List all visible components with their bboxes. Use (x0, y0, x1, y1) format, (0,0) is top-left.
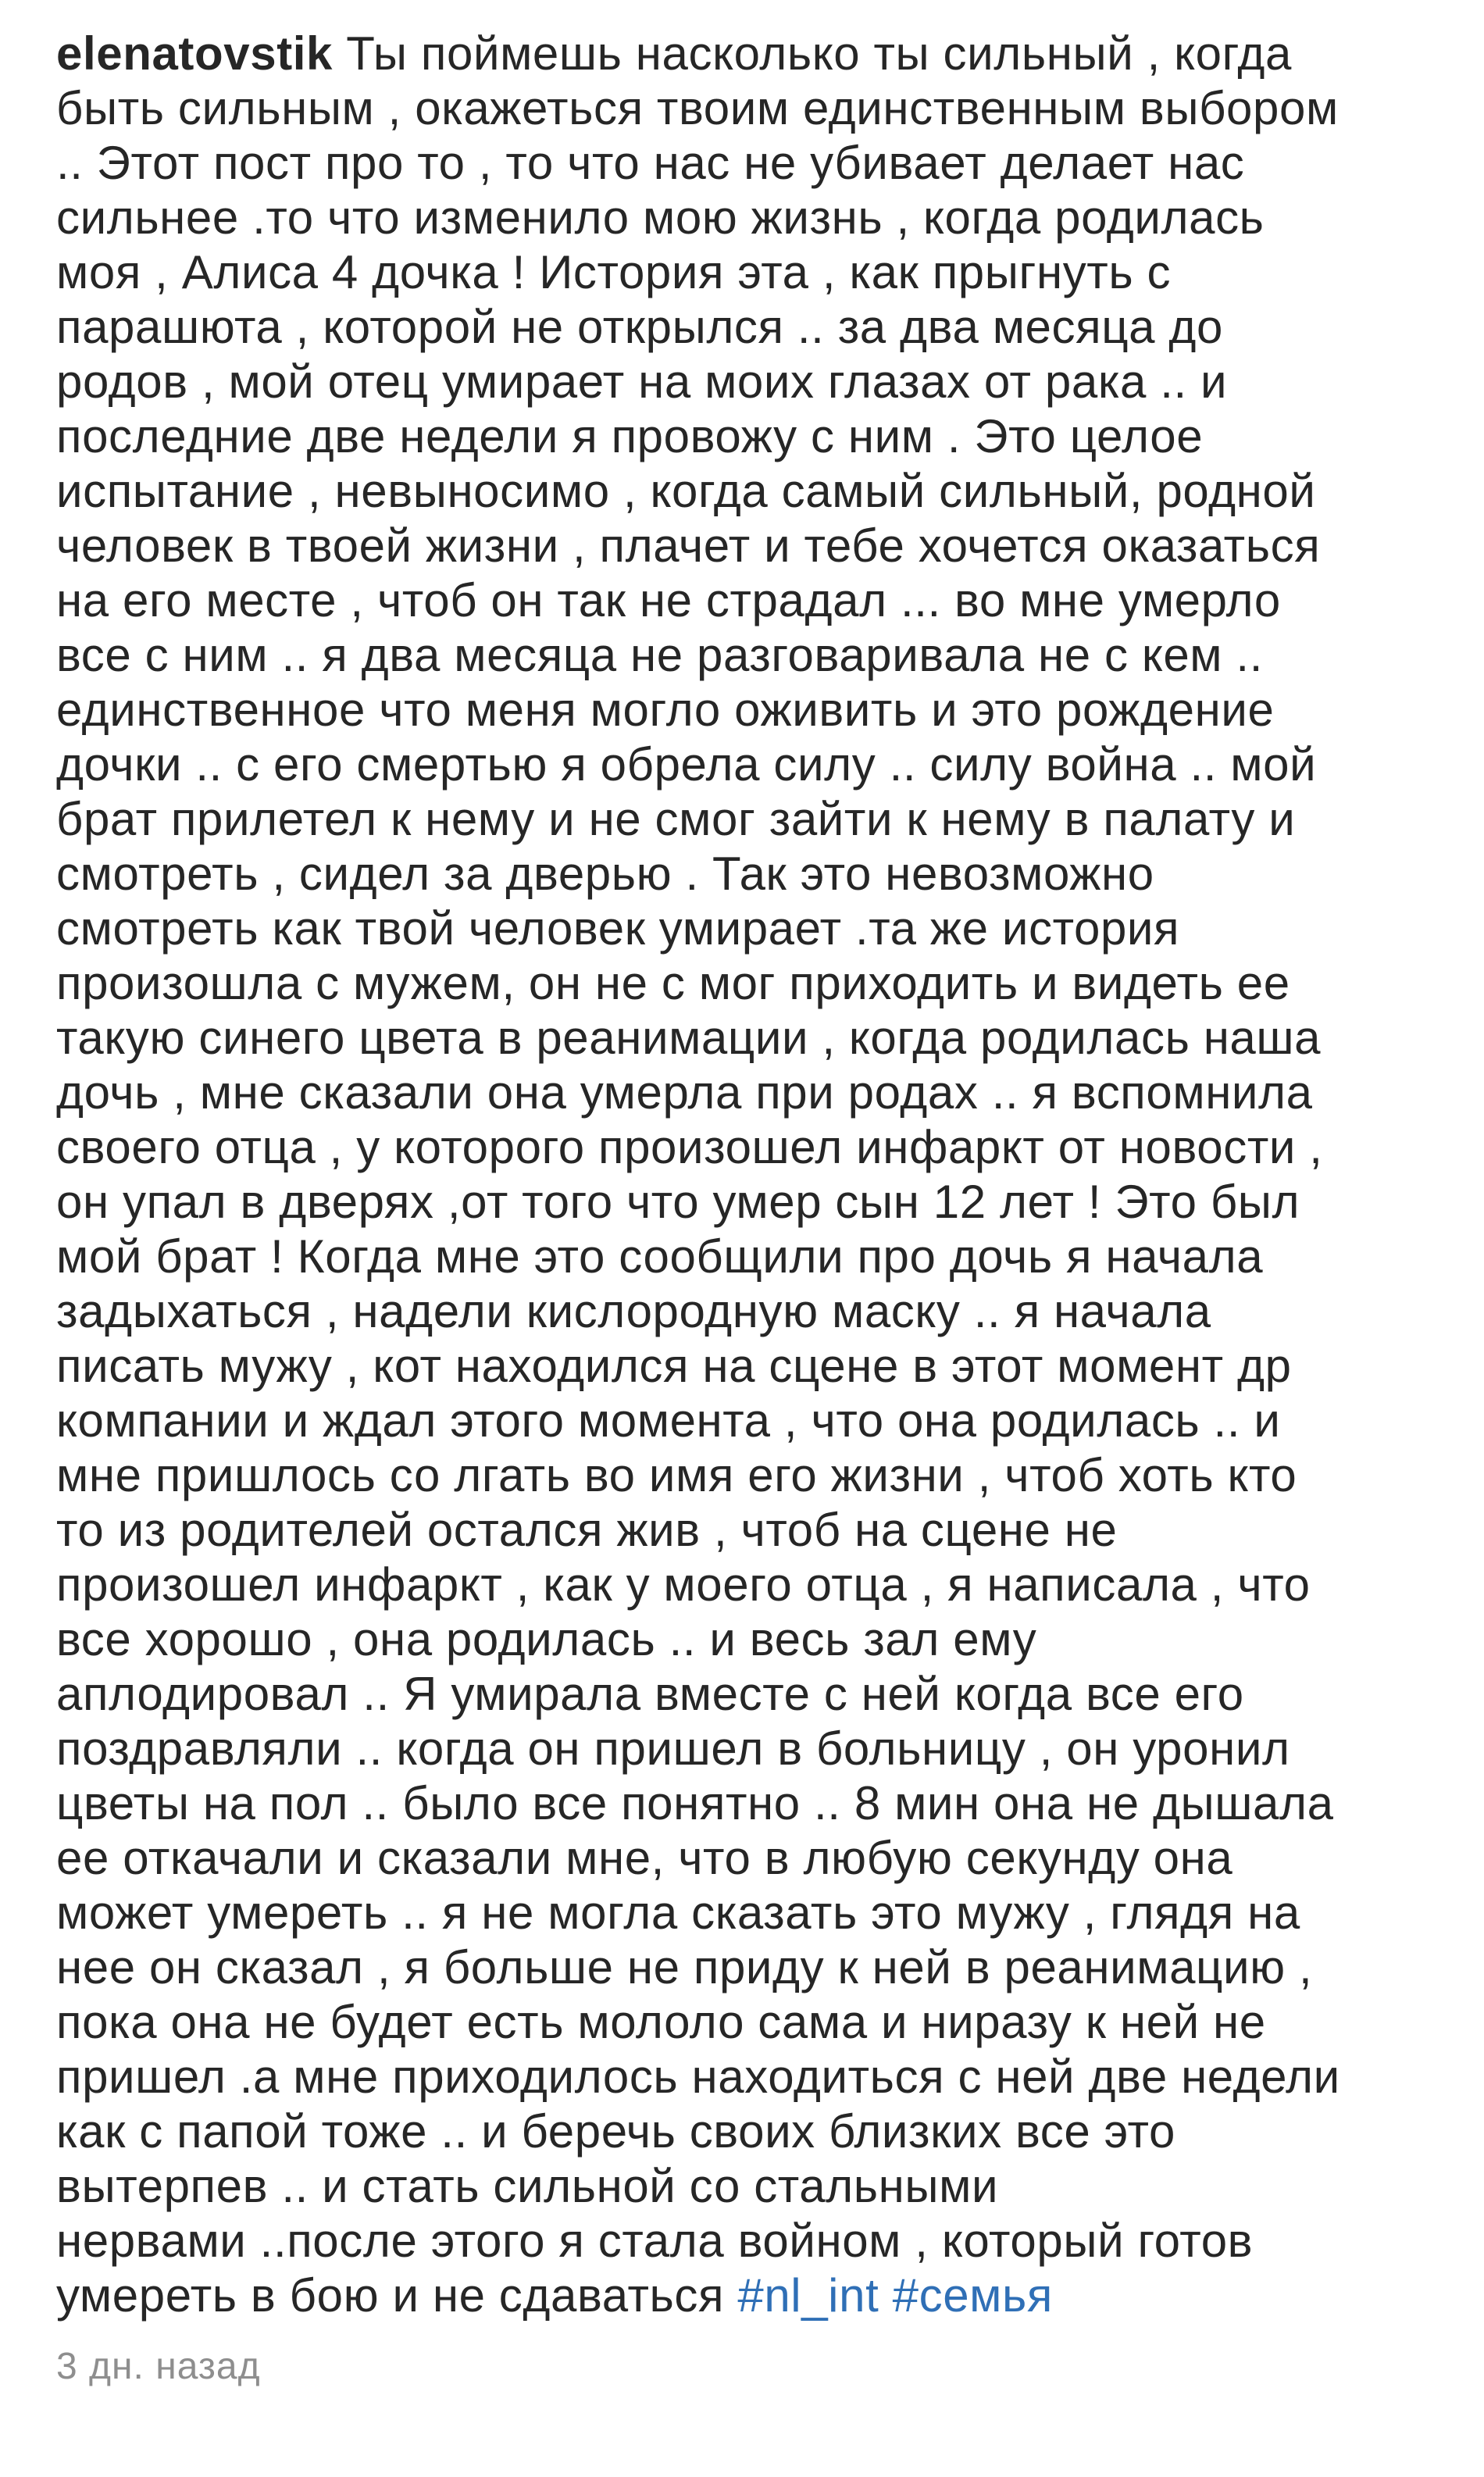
caption-line: парашюта , которой не открылся .. за два месяца до (56, 301, 1223, 353)
caption-line: быть сильным , окажеться твоим единственным выбором (56, 82, 1339, 134)
post-caption (56, 27, 1423, 2323)
hashtag-link-nl-int[interactable]: #nl_int (737, 2269, 879, 2322)
caption-line: то из родителей остался жив , чтоб на сцене не (56, 1504, 1118, 1556)
caption-line-last (56, 2268, 1423, 2323)
caption-line: родов , мой отец умирает на моих глазах от рака .. и (56, 355, 1228, 408)
caption-line: ее откачали и сказали мне, что в любую секунду она (56, 1832, 1233, 1884)
caption-line: все хорошо , она родилась .. и весь зал ему (56, 1613, 1037, 1665)
username-link[interactable]: elenatovstik (56, 27, 334, 80)
caption-line: последние две недели я провожу с ним . Это целое (56, 410, 1204, 462)
caption-line: единственное что меня могло оживить и это рождение (56, 683, 1275, 736)
caption-line: произошел инфаркт , как у моего отца , я написала , что (56, 1558, 1311, 1611)
post-timestamp: 3 дн. назад (56, 2346, 261, 2387)
caption-line: брат прилетел к нему и не смог зайти к нему в палату и (56, 793, 1296, 845)
caption-line: смотреть как твой человек умирает .та же история (56, 902, 1180, 955)
caption-line: писать мужу , кот находился на сцене в этот момент др (56, 1340, 1292, 1392)
caption-line: произошла с мужем, он не с мог приходить и видеть ее (56, 957, 1290, 1009)
caption-line: дочки .. с его смертью я обрела силу .. силу война .. мой (56, 738, 1317, 791)
caption-line: моя , Алиса 4 дочка ! История эта , как прыгнуть с (56, 246, 1172, 298)
caption-line: пока она не будет есть мололо сама и ниразу к ней не (56, 1996, 1266, 2048)
caption-line: задыхаться , надели кислородную маску .. я начала (56, 1285, 1211, 1337)
caption-line: испытание , невыносимо , когда самый сильный, родной (56, 465, 1316, 517)
hashtag-link-family[interactable]: #семья (892, 2269, 1053, 2322)
caption-line: поздравляли .. когда он пришел в больницу , он уронил (56, 1722, 1290, 1775)
caption-text: умереть в бою и не сдаваться (56, 2269, 738, 2322)
caption-line: нервами ..после этого я стала войном , который готов (56, 2215, 1254, 2267)
caption-line: аплодировал .. Я умирала вместе с ней когда все его (56, 1668, 1244, 1720)
caption-line: человек в твоей жизни , плачет и тебе хочется оказаться (56, 519, 1321, 572)
caption-line: мне пришлось со лгать во имя его жизни , чтоб хоть кто (56, 1449, 1297, 1501)
caption-line: как с папой тоже .. и беречь своих близких все это (56, 2105, 1175, 2158)
caption-line: цветы на пол .. было все понятно .. 8 мин она не дышала (56, 1777, 1334, 1829)
caption-text: Ты поймешь насколько ты сильный , когда (333, 27, 1292, 80)
caption-line: смотреть , сидел за дверью . Так это невозможно (56, 848, 1154, 900)
caption-line: сильнее .то что изменило мою жизнь , когда родилась (56, 191, 1265, 244)
caption-line: .. Этот пост про то , то что нас не убивает делает нас (56, 137, 1245, 189)
caption-line: компании и ждал этого момента , что она родилась .. и (56, 1394, 1281, 1447)
caption-line: все с ним .. я два месяца не разговаривала не с кем .. (56, 629, 1263, 681)
caption-line: может умереть .. я не могла сказать это мужу , глядя на (56, 1886, 1300, 1939)
caption-line: своего отца , у которого произошел инфаркт от новости , (56, 1121, 1323, 1173)
caption-line: мой брат ! Когда мне это сообщили про дочь я начала (56, 1230, 1264, 1283)
caption-line: дочь , мне сказали она умерла при родах .. я вспомнила (56, 1066, 1313, 1119)
caption-line: пришел .а мне приходилось находиться с ней две недели (56, 2050, 1340, 2103)
caption-line: такую синего цвета в реанимации , когда родилась наша (56, 1012, 1322, 1064)
caption-line: он упал в дверях ,от того что умер сын 12 лет ! Это был (56, 1176, 1300, 1228)
caption-line: на его месте , чтоб он так не страдал ... во мне умерло (56, 574, 1281, 626)
caption-line: вытерпев .. и стать сильной со стальными (56, 2160, 999, 2212)
caption-line: нее он сказал , я больше не приду к ней в реанимацию , (56, 1941, 1313, 1993)
caption-line-first (56, 27, 1423, 81)
